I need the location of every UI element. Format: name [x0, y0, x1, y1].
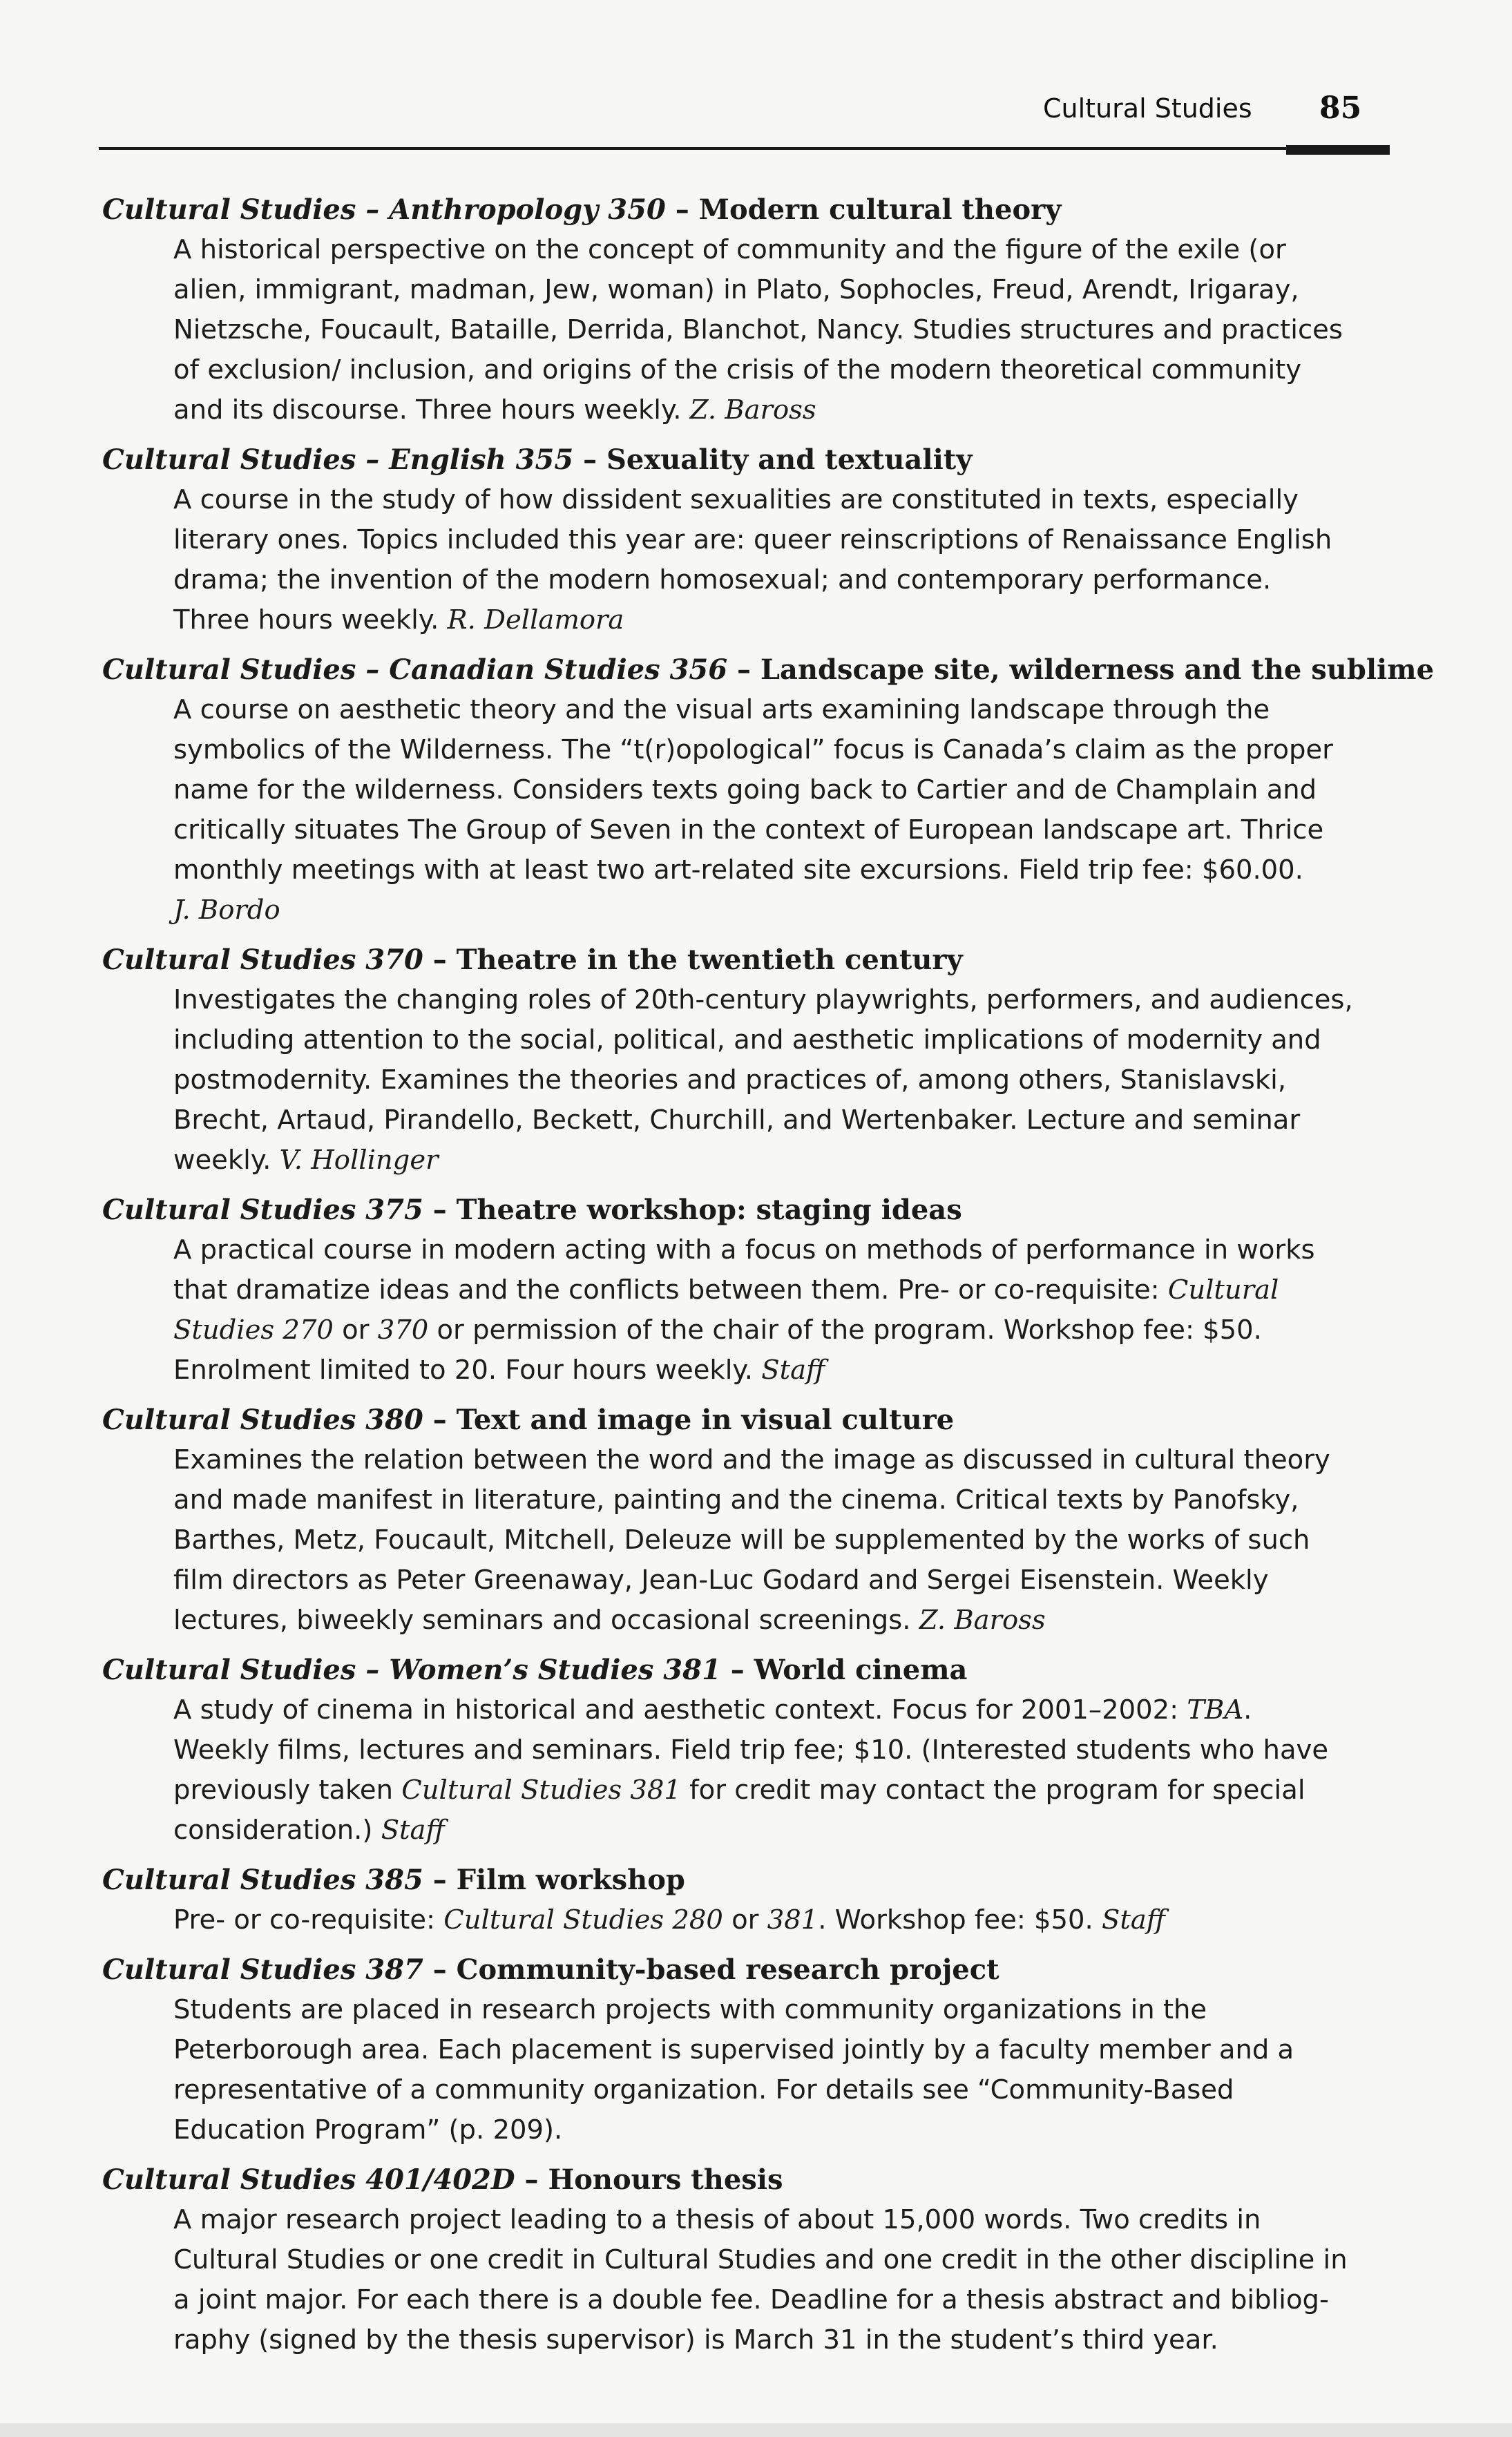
description-text: weekly. [173, 1145, 271, 1176]
course-reference: Cultural Studies 280 [443, 1904, 723, 1936]
course-code: Cultural Studies – Women’s Studies 381 [102, 1654, 721, 1686]
instructor-name: Z. Baross [689, 394, 816, 426]
description-line [173, 1690, 1415, 1730]
course-entry-401-402d [102, 2160, 1415, 2360]
description-line: of exclusion/ inclusion, and origins of the crisis of the modern theoretical community [173, 354, 1302, 385]
description-text: that dramatize ideas and the conflicts between them. Pre- or co-requisite: [173, 1274, 1168, 1306]
course-name: Honours thesis [548, 2163, 783, 2196]
running-head-title: Cultural Studies [1043, 93, 1252, 124]
description-line: Education Program” (p. 209). [173, 2114, 563, 2145]
description-text: or permission of the chair of the program. Workshop fee: $50. [428, 1315, 1262, 1346]
course-heading [102, 190, 1415, 230]
description-line: A course in the study of how dissident sexualities are constituted in texts, especially [173, 484, 1299, 515]
description-text: . Workshop fee: $50. [818, 1904, 1102, 1936]
course-name: Community-based research project [456, 1953, 999, 1986]
instructor-name: R. Dellamora [447, 604, 624, 635]
course-reference: Studies 270 [173, 1315, 334, 1346]
course-name: Sexuality and textuality [606, 443, 973, 476]
course-entry-english-355 [102, 440, 1415, 640]
course-reference: 381 [767, 1904, 819, 1936]
course-name: Film workshop [456, 1864, 685, 1896]
course-heading [102, 1650, 1415, 1690]
description-text: or [333, 1315, 378, 1346]
course-description [173, 480, 1415, 640]
course-entry-380 [102, 1400, 1415, 1641]
description-text: Three hours weekly. [173, 604, 439, 635]
description-text: . [1243, 1694, 1252, 1726]
description-line: A historical perspective on the concept of community and the figure of the exile (or [173, 234, 1286, 265]
course-separator: – [727, 653, 760, 686]
course-entry-375 [102, 1190, 1415, 1390]
course-code: Cultural Studies 387 [102, 1953, 423, 1986]
description-line: monthly meetings with at least two art-related site excursions. Field trip fee: $60.00. [173, 854, 1303, 886]
course-description [173, 1230, 1415, 1390]
page-number: 85 [1319, 90, 1362, 126]
tba-text: TBA [1187, 1694, 1244, 1726]
running-head [1043, 90, 1368, 135]
course-reference: Cultural [1167, 1274, 1279, 1306]
description-line: name for the wilderness. Considers texts going back to Cartier and de Champlain and [173, 774, 1317, 805]
course-description [173, 1690, 1415, 1851]
course-entry-anthropology-350 [102, 190, 1415, 430]
course-description [173, 1900, 1415, 1940]
course-name: Theatre in the twentieth century [456, 944, 963, 976]
course-description [173, 230, 1415, 430]
description-text: consideration.) [173, 1815, 373, 1846]
course-description [173, 980, 1415, 1181]
description-line: Examines the relation between the word and the image as discussed in cultural theory [173, 1444, 1330, 1475]
description-line [173, 390, 1415, 430]
course-description [173, 1990, 1415, 2150]
description-text: and its discourse. Three hours weekly. [173, 394, 682, 426]
description-line: film directors as Peter Greenaway, Jean-Luc Godard and Sergei Eisenstein. Weekly [173, 1565, 1269, 1596]
description-text: A study of cinema in historical and aesthetic context. Focus for 2001–2002: [173, 1694, 1187, 1726]
course-separator: – [423, 1864, 457, 1896]
course-separator: – [423, 1953, 457, 1986]
description-line: A course on aesthetic theory and the visual arts examining landscape through the [173, 694, 1270, 725]
description-line: raphy (signed by the thesis supervisor) is March 31 in the student’s third year. [173, 2324, 1218, 2355]
description-line [173, 890, 1415, 930]
description-line: A practical course in modern acting with a focus on methods of performance in works [173, 1234, 1315, 1265]
description-text: lectures, biweekly seminars and occasional screenings. [173, 1605, 911, 1636]
description-line: Nietzsche, Foucault, Bataille, Derrida, Blanchot, Nancy. Studies structures and practices [173, 314, 1343, 345]
course-separator: – [423, 1404, 457, 1436]
description-line: postmodernity. Examines the theories and practices of, among others, Stanislavski, [173, 1064, 1287, 1096]
description-line: A major research project leading to a thesis of about 15,000 words. Two credits in [173, 2204, 1261, 2235]
course-heading [102, 440, 1415, 480]
course-code: Cultural Studies 370 [102, 944, 423, 976]
description-line [173, 1350, 1415, 1390]
description-line: representative of a community organization. For details see “Community-Based [173, 2074, 1234, 2105]
course-entry-370 [102, 940, 1415, 1181]
description-line [173, 1270, 1415, 1310]
course-separator: – [515, 2163, 548, 2196]
header-rule [99, 147, 1389, 150]
description-line: Cultural Studies or one credit in Cultural Studies and one credit in the other discipline in [173, 2244, 1348, 2275]
course-heading [102, 1950, 1415, 1990]
course-heading [102, 1400, 1415, 1440]
description-text: Pre- or co-requisite: [173, 1904, 444, 1936]
course-separator: – [573, 443, 607, 476]
description-line [173, 1900, 1415, 1940]
course-entry-canadian-studies-356 [102, 650, 1435, 930]
description-line [173, 1770, 1415, 1810]
description-text: for credit may contact the program for special [680, 1775, 1305, 1806]
description-line: Students are placed in research projects with community organizations in the [173, 1994, 1207, 2025]
instructor-name: V. Hollinger [279, 1145, 439, 1176]
description-line: including attention to the social, political, and aesthetic implications of modernity and [173, 1024, 1321, 1055]
header-rule-tab [1286, 145, 1390, 155]
course-entry-womens-studies-381 [102, 1650, 1415, 1851]
description-line: critically situates The Group of Seven in the context of European landscape art. Thrice [173, 814, 1324, 845]
course-code: Cultural Studies 375 [102, 1194, 423, 1226]
course-heading [102, 1190, 1415, 1230]
course-heading [102, 940, 1415, 980]
course-heading [102, 2160, 1415, 2200]
course-separator: – [720, 1654, 754, 1686]
description-line: and made manifest in literature, painting and the cinema. Critical texts by Panofsky, [173, 1484, 1299, 1516]
course-entry-387 [102, 1950, 1415, 2150]
description-text: previously taken [173, 1775, 402, 1806]
course-description [173, 2200, 1415, 2360]
description-text: or [722, 1904, 767, 1936]
description-line [173, 600, 1415, 640]
description-line: drama; the invention of the modern homosexual; and contemporary performance. [173, 564, 1272, 595]
instructor-name: Staff [381, 1815, 445, 1846]
course-name: Landscape site, wilderness and the sublime [760, 653, 1435, 686]
course-entry-385 [102, 1860, 1415, 1940]
description-line [173, 1310, 1415, 1350]
course-separator: – [423, 944, 457, 976]
description-line: Barthes, Metz, Foucault, Mitchell, Deleuze will be supplemented by the works of such [173, 1525, 1310, 1556]
course-code: Cultural Studies 385 [102, 1864, 423, 1896]
description-line [173, 1140, 1415, 1181]
description-line: Weekly films, lectures and seminars. Field trip fee; $10. (Interested students who have [173, 1734, 1329, 1766]
description-line: Investigates the changing roles of 20th-century playwrights, performers, and audiences, [173, 984, 1353, 1015]
description-line [173, 1810, 1415, 1851]
description-line: symbolics of the Wilderness. The “t(r)opological” focus is Canada’s claim as the proper [173, 734, 1333, 765]
course-description [173, 690, 1415, 930]
description-line [173, 1600, 1415, 1641]
instructor-name: Staff [1102, 1904, 1166, 1936]
course-code: Cultural Studies 380 [102, 1404, 423, 1436]
course-heading [102, 650, 1435, 690]
description-text: Enrolment limited to 20. Four hours weekly. [173, 1355, 753, 1386]
instructor-name: Staff [761, 1355, 825, 1386]
description-line: a joint major. For each there is a double fee. Deadline for a thesis abstract and bibliog- [173, 2284, 1329, 2315]
course-name: Text and image in visual culture [456, 1404, 955, 1436]
description-line: alien, immigrant, madman, Jew, woman) in Plato, Sophocles, Freud, Arendt, Irigaray, [173, 274, 1299, 305]
course-description [173, 1440, 1415, 1641]
course-separator: – [665, 193, 699, 226]
course-heading [102, 1860, 1415, 1900]
course-list [102, 190, 1435, 2370]
description-line: literary ones. Topics included this year are: queer reinscriptions of Renaissance English [173, 524, 1332, 555]
course-reference: Cultural Studies 381 [401, 1775, 681, 1806]
course-code: Cultural Studies 401/402D [102, 2163, 515, 2196]
course-name: World cinema [754, 1654, 968, 1686]
course-separator: – [423, 1194, 457, 1226]
course-code: Cultural Studies – English 355 [102, 443, 574, 476]
instructor-name: J. Bordo [173, 895, 280, 926]
description-line: Brecht, Artaud, Pirandello, Beckett, Churchill, and Wertenbaker. Lecture and seminar [173, 1105, 1301, 1136]
course-code: Cultural Studies – Anthropology 350 [102, 193, 666, 226]
course-name: Theatre workshop: staging ideas [456, 1194, 962, 1226]
course-reference: 370 [377, 1315, 429, 1346]
description-line: Peterborough area. Each placement is supervised jointly by a faculty member and a [173, 2034, 1294, 2065]
course-name: Modern cultural theory [698, 193, 1062, 226]
course-code: Cultural Studies – Canadian Studies 356 [102, 653, 728, 686]
scan-bottom-edge [0, 2423, 1512, 2437]
instructor-name: Z. Baross [919, 1605, 1046, 1636]
